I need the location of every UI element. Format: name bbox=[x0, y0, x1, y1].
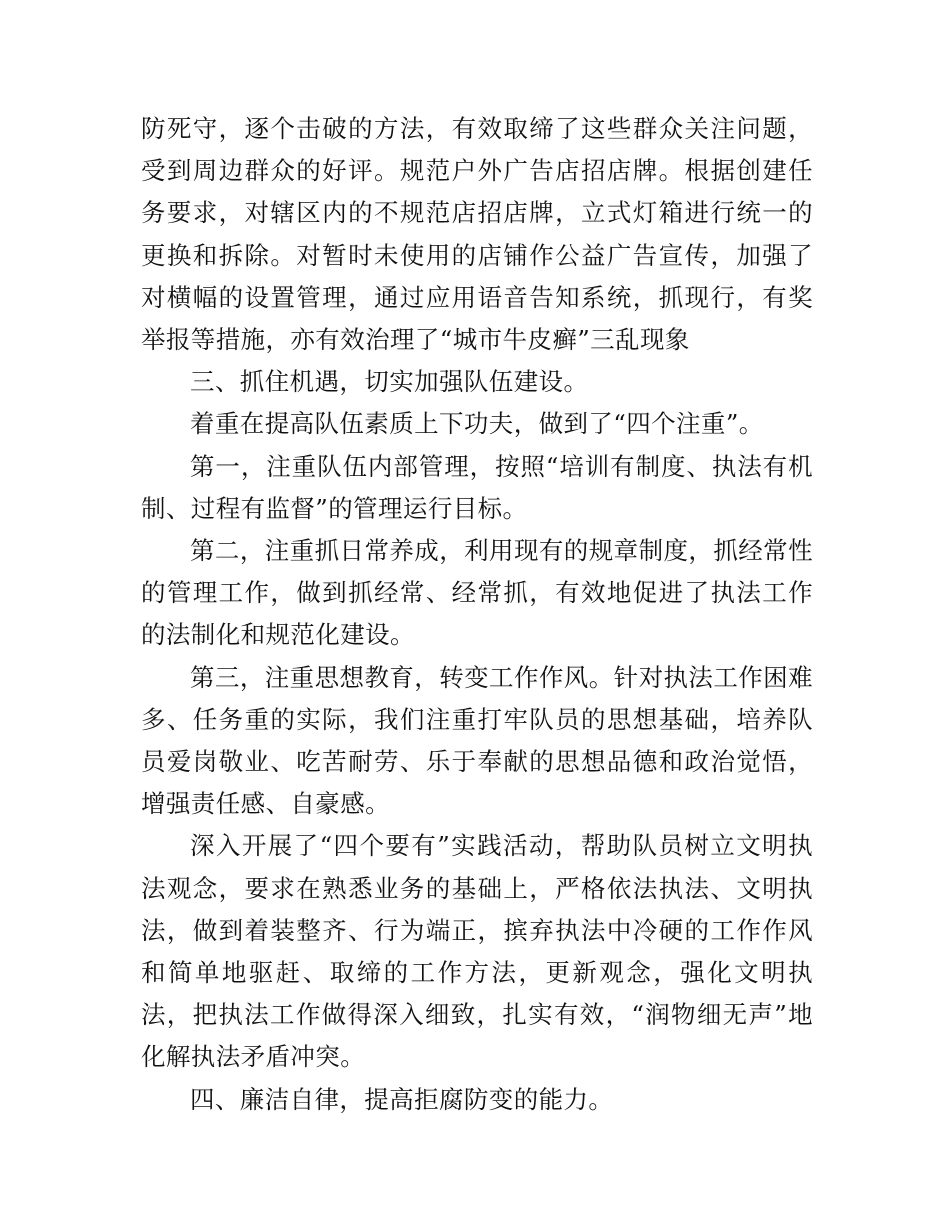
section-heading-3: 三、抓住机遇，切实加强队伍建设。 bbox=[190, 367, 589, 397]
paragraph-first-point: 第一，注重队伍内部管理，按照“培训有制度、执法有机制、过程有监督”的管理运行目标。 bbox=[141, 451, 813, 523]
paragraph-third-point: 第三，注重思想教育，转变工作作风。针对执法工作困难多、任务重的实际，我们注重打牢队员的思想基础，培养队员爱岗敬业、吃苦耐劳、乐于奉献的思想品德和政治觉悟，增强责任感、自豪感。 bbox=[141, 662, 813, 819]
paragraph-four-focus-intro: 着重在提高队伍素质上下功夫，做到了“四个注重”。 bbox=[190, 409, 764, 439]
paragraph-practice-activity: 深入开展了“四个要有”实践活动，帮助队员树立文明执法观念，要求在熟悉业务的基础上，严格依法执法、文明执法，做到着装整齐、行为端正，摈弃执法中冷硬的工作作风和简单地驱赶、取缔的工作方法，更新观念，强化文明执法，把执法工作做得深入细致，扎实有效，“润物细无声”地化解执法矛盾冲突。 bbox=[141, 831, 813, 1072]
paragraph-second-point: 第二，注重抓日常养成，利用现有的规章制度，抓经常性的管理工作，做到抓经常、经常抓，有效地促进了执法工作的法制化和规范化建设。 bbox=[141, 536, 813, 650]
section-heading-4: 四、廉洁自律，提高拒腐防变的能力。 bbox=[190, 1084, 614, 1114]
document-page bbox=[141, 108, 813, 1121]
paragraph-continuation: 防死守，逐个击破的方法，有效取缔了这些群众关注问题，受到周边群众的好评。规范户外广告店招店牌。根据创建任务要求，对辖区内的不规范店招店牌，立式灯箱进行统一的更换和拆除。对暂时未使用的店铺作公益广告宣传，加强了对横幅的设置管理，通过应用语音告知系统，抓现行，有奖举报等措施，亦有效治理了“城市牛皮癣”三乱现象 bbox=[141, 114, 813, 355]
